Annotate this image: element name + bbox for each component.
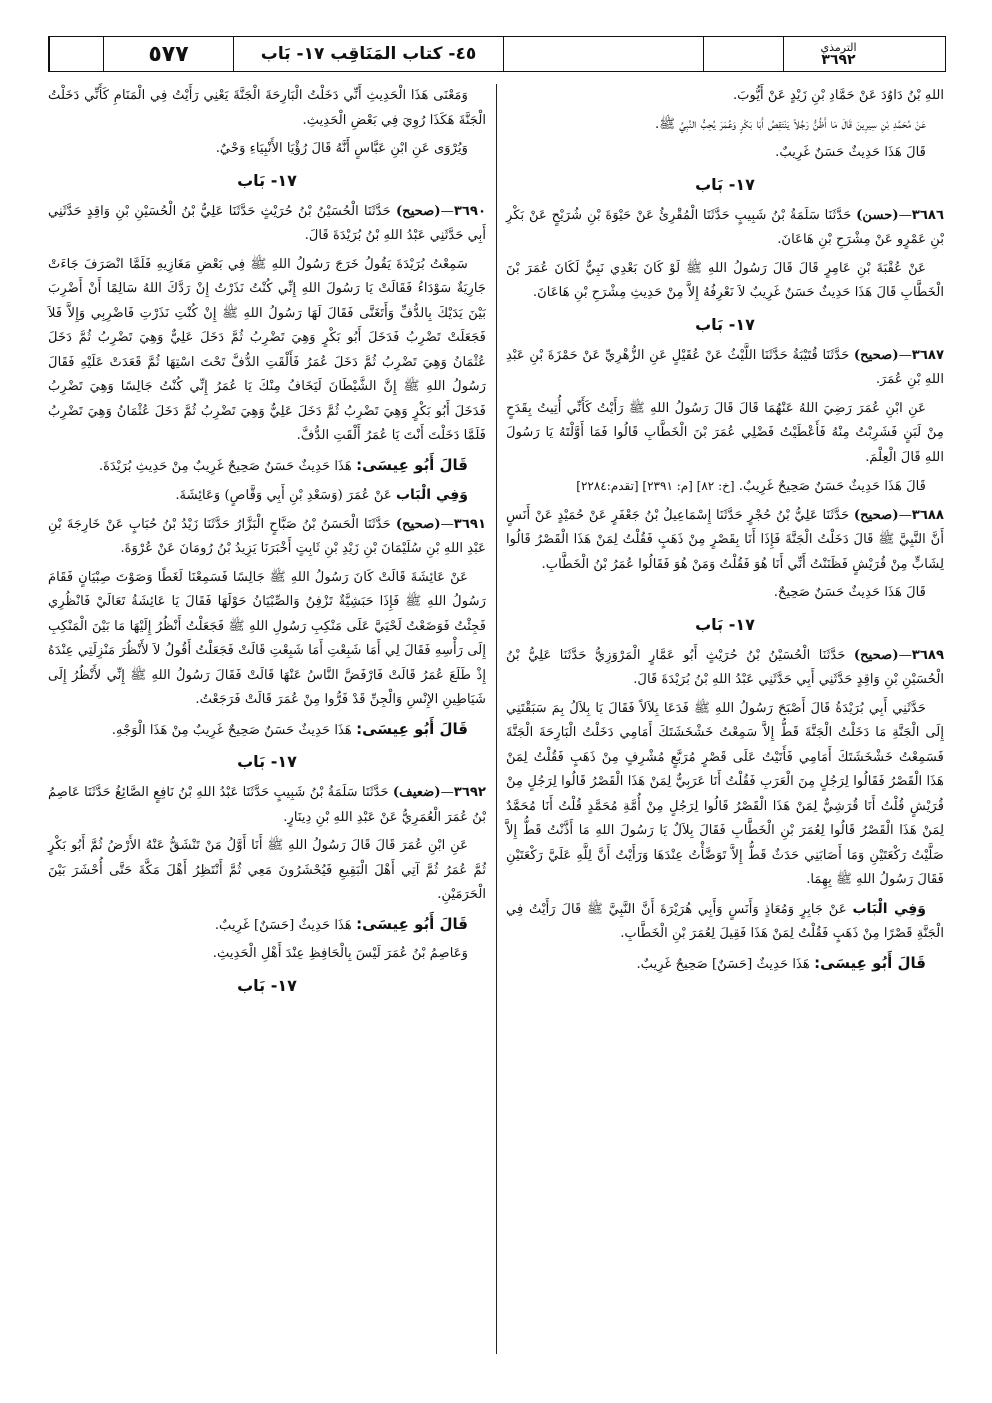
text-paragraph: وَمَعْنَى هَذَا الْحَدِيثِ أَنِّي دَخَلْتُ الْبَارِحَةَ الْجَنَّةَ يَعْنِي رَأَيْتُ فِي الْمَنَامِ كَأَنِّي دَخَلْتُ الْجَنَّةَ هَكَذَا رُوِيَ فِي بَعْضِ الْحَدِيثِ. (48, 88, 486, 128)
header-cell-empty (503, 37, 703, 71)
grade-statement: قَالَ هَذَا حَدِيثٌ حَسَنٌ صَحِيحٌ. (773, 585, 926, 600)
chapter-heading: ١٧- بَاب (695, 174, 755, 194)
grade-statement (506, 951, 944, 978)
header-cell-empty (49, 37, 103, 71)
header-cell-empty (703, 37, 783, 71)
grade-text: هَذَا حَدِيثٌ [حَسَنٌ] غَرِيبٌ. (214, 917, 352, 933)
wafi-label: وَفِي الْبَاب (852, 900, 926, 917)
header-hadith-number: ٣٦٩٢ (821, 52, 856, 68)
hadith-isnad: حَدَّثَنَا قُتَيْبَةُ حَدَّثَنَا اللَّيْثُ عَنْ عُقَيْلٍ عَنِ الزُّهْرِيِّ عَنْ حَمْزَةَ بْنِ عَبْدِ اللهِ بْنِ عُمَرَ. (506, 347, 944, 387)
hadith-isnad: حَدَّثَنَا سَلَمَةُ بْنُ شَبِيبٍ حَدَّثَنَا عَبْدُ اللهِ بْنُ نَافِعٍ الصَّائِغُ حَدَّثَنَا عَاصِمُ بْنُ عُمَرَ الْعُمَرِيُّ عَنْ عَبْدِ اللهِ بْنِ دِينَارٍ. (48, 785, 486, 825)
hadith-matn: عَنِ ابْنِ عُمَرَ قَالَ قَالَ رَسُولُ اللهِ ﷺ أَنَا أَوَّلُ مَنْ تَنْشَقُّ عَنْهُ الأَرْضُ ثُمَّ أَبُو بَكْرٍ ثُمَّ عُمَرُ ثُمَّ آتِي أَهْلَ الْبَقِيعِ فَيُحْشَرُونَ مَعِي ثُمَّ أَنْتَظِرُ أَهْلَ مَكَّةَ حَتَّى أُحْشَرَ بَيْنَ الْحَرَمَيْنِ. (48, 838, 486, 902)
collection-label (783, 37, 893, 71)
cross-references: [خ: ٨٢] [م: ٢٣٩١] [تقدم:٢٢٨٤] (576, 479, 735, 493)
chapter-heading: ١٧- بَاب (237, 170, 297, 190)
header-cell-empty (893, 37, 945, 71)
hadith-isnad: حَدَّثَنَا عَلِيُّ بْنُ حُجْرٍ حَدَّثَنَا إِسْمَاعِيلُ بْنُ جَعْفَرٍ عَنْ حُمَيْدٍ عَنْ أَنَسٍ أَنَّ النَّبِيَّ ﷺ قَالَ دَخَلْتُ الْجَنَّةَ فَإِذَا أَنَا بِقَصْرٍ مِنْ ذَهَبٍ فَقُلْتُ لِمَنْ هَذَا الْقَصْرُ قَالُوا لِشَابٍّ مِنْ قُرَيْشٍ فَظَنَنْتُ أَنِّي أَنَا هُوَ فَقُلْتُ وَمَنْ هُوَ فَقَالُوا عُمَرُ بْنُ الْخَطَّابِ. (506, 507, 944, 572)
hadith-number: ٣٦٨٦ (911, 207, 944, 223)
hadith-number: ٣٦٨٩ (911, 647, 944, 663)
page-header (48, 36, 946, 72)
wafi-text: عَنْ جَابِرٍ وَمُعَاذٍ وَأَنَسٍ وَأَبِي هُرَيْرَةَ أَنَّ النَّبِيَّ ﷺ قَالَ رَأَيْتُ فِي الْجَنَّةِ قَصْرًا مِنْ ذَهَبٍ فَقُلْتُ لِمَنْ هَذَا فَقِيلَ لِعُمَرَ بْنِ الْخَطَّابِ. (506, 901, 944, 941)
grade-text: هَذَا حَدِيثٌ حَسَنٌ صَحِيحٌ غَرِيبٌ مِنْ حَدِيثِ بُرَيْدَةَ. (98, 458, 352, 474)
grade-statement (48, 717, 486, 744)
text-paragraph: وَعَاصِمُ بْنُ عُمَرَ لَيْسَ بِالْحَافِظِ عِنْدَ أَهْلِ الْحَدِيثِ. (212, 946, 468, 961)
hadith-number: ٣٦٨٧ (911, 347, 944, 363)
hadith-matn: حَدَّثَنِي أَبِي بُرَيْدَةُ قَالَ أَصْبَحَ رَسُولُ اللهِ ﷺ فَدَعَا بِلاَلاً فَقَالَ يَا بِلاَلُ بِمَ سَبَقْتَنِي إِلَى الْجَنَّةِ مَا دَخَلْتُ الْجَنَّةَ قَطُّ إِلاَّ سَمِعْتُ خَشْخَشَتَكَ أَمَامِي دَخَلْتُ الْبَارِحَةَ الْجَنَّةَ فَسَمِعْتُ خَشْخَشَتَكَ أَمَامِي فَأَتَيْتُ عَلَى قَصْرٍ مُرَبَّعٍ مُشْرِفٍ مِنْ ذَهَبٍ فَقُلْتُ لِمَنْ هَذَا الْقَصْرُ فَقَالُوا لِرَجُلٍ مِنَ الْعَرَبِ فَقُلْتُ أَنَا عَرَبِيٌّ لِمَنْ هَذَا الْقَصْرُ قَالُوا لِرَجُلٍ مِنْ قُرَيْشٍ قُلْتُ أَنَا قُرَشِيٌّ لِمَنْ هَذَا الْقَصْرُ قَالُوا لِرَجُلٍ مِنْ أُمَّةِ مُحَمَّدٍ قُلْتُ أَنَا مُحَمَّدٌ لِمَنْ هَذَا الْقَصْرُ قَالُوا لِعُمَرَ بْنِ الْخَطَّابِ فَقَالَ بِلاَلٌ يَا رَسُولَ اللهِ مَا أَذَّنْتُ قَطُّ إِلاَّ صَلَّيْتُ رَكْعَتَيْنِ وَمَا أَصَابَنِي حَدَثٌ قَطُّ إِلاَّ تَوَضَّأْتُ عِنْدَهَا وَرَأَيْتُ أَنَّ لِلَّهِ عَلَيَّ رَكْعَتَيْنِ فَقَالَ رَسُولُ اللهِ ﷺ بِهِمَا. (506, 700, 944, 887)
text-paragraph: وَيُرْوَى عَنِ ابْنِ عَبَّاسٍ أَنَّهُ قَالَ رُؤْيَا الأَنْبِيَاءِ وَحْيٌ. (215, 141, 468, 156)
wafi-text: عَنْ عُمَرَ (وَسَعْدِ بْنِ أَبِي وَقَّاصٍ) وَعَائِشَةَ. (175, 488, 392, 503)
hadith-grade: (صحيح) (395, 203, 441, 219)
hadith-3691: ٣٦٩١—(صحيح) حَدَّثَنَا الْحَسَنُ بْنُ صَبَّاحٍ الْبَزَّارُ حَدَّثَنَا زَيْدُ بْنُ حُبَابٍ عَنْ خَارِجَةَ بْنِ عَبْدِ اللهِ بْنِ سُلَيْمَانَ بْنِ زَيْدِ بْنِ ثَابِتٍ أَخْبَرَنَا يَزِيدُ بْنُ رُومَانَ عَنْ عُرْوَةَ. (48, 516, 486, 556)
hadith-number: ٣٦٨٨ (911, 507, 944, 523)
chapter-heading: ١٧- بَاب (237, 975, 297, 995)
hadith-matn: سَمِعْتُ بُرَيْدَةَ يَقُولُ خَرَجَ رَسُولُ اللهِ ﷺ فِي بَعْضِ مَغَازِيهِ فَلَمَّا انْصَرَفَ جَاءَتْ جَارِيَةٌ سَوْدَاءُ فَقَالَتْ يَا رَسُولَ اللهِ إِنِّي كُنْتُ نَذَرْتُ إِنْ رَدَّكَ اللهُ سَالِمًا أَنْ أَضْرِبَ بَيْنَ يَدَيْكَ بِالدُّفِّ وَأَتَغَنَّى فَقَالَ لَهَا رَسُولُ اللهِ ﷺ إِنْ كُنْتِ نَذَرْتِ فَاضْرِبِي وَإِلاَّ فَلاَ فَجَعَلَتْ تَضْرِبُ فَدَخَلَ أَبُو بَكْرٍ وَهِيَ تَضْرِبُ ثُمَّ دَخَلَ عَلِيٌّ وَهِيَ تَضْرِبُ ثُمَّ دَخَلَ عُثْمَانُ وَهِيَ تَضْرِبُ ثُمَّ دَخَلَ عُمَرُ فَأَلْقَتِ الدُّفَّ تَحْتَ اسْتِهَا ثُمَّ قَعَدَتْ عَلَيْهِ فَقَالَ رَسُولُ اللهِ ﷺ إِنَّ الشَّيْطَانَ لَيَخَافُ مِنْكَ يَا عُمَرُ إِنِّي كُنْتُ جَالِسًا وَهِيَ تَضْرِبُ فَدَخَلَ أَبُو بَكْرٍ وَهِيَ تَضْرِبُ ثُمَّ دَخَلَ عَلِيٌّ وَهِيَ تَضْرِبُ ثُمَّ دَخَلَ عُثْمَانُ وَهِيَ تَضْرِبُ فَلَمَّا دَخَلْتَ أَنْتَ يَا عُمَرُ أَلْقَتِ الدُّفَّ. (48, 256, 486, 443)
hadith-matn: عَنْ عُقْبَةَ بْنِ عَامِرٍ قَالَ قَالَ رَسُولُ اللهِ ﷺ لَوْ كَانَ بَعْدِي نَبِيٌّ لَكَانَ عُمَرَ بْنَ الْخَطَّابِ قَالَ هَذَا حَدِيثٌ حَسَنٌ غَرِيبٌ لاَ نَعْرِفُهُ إِلاَّ مِنْ حَدِيثِ مِشْرَحِ بْنِ هَاعَانَ. (506, 260, 944, 300)
hadith-isnad: حَدَّثَنَا سَلَمَةُ بْنُ شَبِيبٍ حَدَّثَنَا الْمُقْرِئُ عَنْ حَيْوَةَ بْنِ شُرَيْحٍ عَنْ بَكْرِ بْنِ عَمْرٍو عَنْ مِشْرَحِ بْنِ هَاعَانَ. (506, 207, 944, 247)
grade-text: هَذَا حَدِيثٌ [حَسَنٌ] صَحِيحٌ غَرِيبٌ. (636, 956, 810, 972)
hadith-number: ٣٦٩٠ (453, 203, 487, 219)
grade-text: هَذَا حَدِيثٌ حَسَنٌ صَحِيحٌ غَرِيبٌ مِنْ هَذَا الْوَجْهِ. (111, 722, 352, 738)
abu-isa-label: قَالَ أَبُو عِيسَى: (356, 914, 468, 933)
book-page (28, 32, 964, 1372)
grade-statement (506, 474, 944, 500)
hadith-3686: ٣٦٨٦—(حسن) حَدَّثَنَا سَلَمَةُ بْنُ شَبِيبٍ حَدَّثَنَا الْمُقْرِئُ عَنْ حَيْوَةَ بْنِ شُرَيْحٍ عَنْ بَكْرِ بْنِ عَمْرٍو عَنْ مِشْرَحِ بْنِ هَاعَانَ. (506, 207, 944, 247)
chapter-heading: ١٧- بَاب (237, 752, 297, 771)
abu-isa-label: قَالَ أَبُو عِيسَى: (814, 953, 926, 972)
right-column (506, 84, 944, 981)
hadith-grade: (صحيح) (853, 347, 899, 363)
hadith-number: ٣٦٩٢ (453, 785, 486, 800)
page-number: ٥٧٧ (103, 37, 233, 71)
column-divider (496, 84, 497, 1354)
grade-statement: قَالَ هَذَا حَدِيثٌ حَسَنٌ غَرِيبٌ. (775, 145, 926, 160)
hadith-isnad: حَدَّثَنَا الْحُسَيْنُ بْنُ حُرَيْثٍ أَبُو عَمَّارٍ الْمَرْوَزِيُّ حَدَّثَنَا عَلِيُّ بْنُ الْحُسَيْنِ بْنِ وَاقِدٍ حَدَّثَنِي أَبِي حَدَّثَنِي عَبْدُ اللهِ بْنُ بُرَيْدَةَ قَالَ. (506, 647, 944, 687)
left-column (48, 84, 486, 1005)
text-paragraph: اللهِ بْنُ دَاوُدَ عَنْ حَمَّادِ بْنِ زَيْدٍ عَنْ أَيُّوبَ. (732, 88, 944, 103)
collection-name: الترمذي (820, 41, 857, 54)
hadith-number: ٣٦٩١ (453, 516, 486, 532)
grade-text: قَالَ هَذَا حَدِيثٌ حَسَنٌ صَحِيحٌ غَرِيبٌ. (738, 479, 926, 494)
hadith-isnad: حَدَّثَنَا الْحُسَيْنُ بْنُ حُرَيْثٍ حَدَّثَنَا عَلِيُّ بْنُ الْحُسَيْنِ بْنِ وَاقِدٍ حَدَّثَنِي أَبِي حَدَّثَنِي عَبْدُ اللهِ بْنُ بُرَيْدَةَ قَالَ. (48, 203, 486, 243)
chapter-heading: ١٧- بَاب (695, 314, 755, 334)
hadith-grade: (صحيح) (853, 507, 899, 523)
hadith-matn: عَنْ عَائِشَةَ قَالَتْ كَانَ رَسُولُ اللهِ ﷺ جَالِسًا فَسَمِعْنَا لَغَطًا وَصَوْتَ صِبْيَانٍ فَقَامَ رَسُولُ اللهِ ﷺ فَإِذَا حَبَشِيَّةٌ تَزْفِنُ وَالصِّبْيَانُ حَوْلَهَا فَقَالَ يَا عَائِشَةُ تَعَالَيْ فَانْظُرِي فَجِئْتُ فَوَضَعْتُ لَحْيَيَّ عَلَى مَنْكِبِ رَسُولِ اللهِ ﷺ فَجَعَلْتُ أَنْظُرُ إِلَيْهَا مَا بَيْنَ الْمَنْكِبِ إِلَى رَأْسِهِ فَقَالَ لِي أَمَا شَبِعْتِ أَمَا شَبِعْتِ قَالَتْ فَجَعَلْتُ أَقُولُ لاَ لأَنْظُرَ مَنْزِلَتِي عِنْدَهُ إِذْ طَلَعَ عُمَرُ قَالَتْ فَارْفَضَّ النَّاسُ عَنْهَا قَالَتْ فَقَالَ رَسُولُ اللهِ ﷺ إِنِّي لأَنْظُرُ إِلَى شَيَاطِينِ الإِنْسِ وَالْجِنِّ قَدْ فَرُّوا مِنْ عُمَرَ قَالَتْ فَرَجَعْتُ. (48, 569, 486, 707)
hadith-grade: (صحيح) (853, 647, 899, 663)
grade-statement (48, 912, 486, 939)
abu-isa-label: قَالَ أَبُو عِيسَى: (356, 455, 468, 474)
wafi-al-bab (506, 897, 944, 947)
wafi-al-bab (48, 483, 486, 509)
hadith-grade: (حسن) (856, 207, 899, 223)
hadith-3689: ٣٦٨٩—(صحيح) حَدَّثَنَا الْحُسَيْنُ بْنُ حُرَيْثٍ أَبُو عَمَّارٍ الْمَرْوَزِيُّ حَدَّثَنَا عَلِيُّ بْنُ الْحُسَيْنِ بْنِ وَاقِدٍ حَدَّثَنِي أَبِي حَدَّثَنِي عَبْدُ اللهِ بْنُ بُرَيْدَةَ قَالَ. (506, 647, 944, 687)
text-paragraph: عَنْ مُحَمَّدِ بْنِ سِيرِينَ قَالَ مَا أَظُنُّ رَجُلاً يَنْتَقِصُ أَبَا بَكْرٍ وَعُمَرَ يُحِبُّ النَّبِيَّ ﷺ. (654, 116, 926, 132)
book-title: ٤٥- كتاب المَنَاقِب ١٧- بَاب (233, 37, 503, 71)
hadith-isnad: حَدَّثَنَا الْحَسَنُ بْنُ صَبَّاحٍ الْبَزَّارُ حَدَّثَنَا زَيْدُ بْنُ حُبَابٍ عَنْ خَارِجَةَ بْنِ عَبْدِ اللهِ بْنِ سُلَيْمَانَ بْنِ زَيْدِ بْنِ ثَابِتٍ أَخْبَرَنَا يَزِيدُ بْنُ رُومَانَ عَنْ عُرْوَةَ. (48, 516, 486, 556)
grade-statement (48, 453, 486, 480)
hadith-3688: ٣٦٨٨—(صحيح) حَدَّثَنَا عَلِيُّ بْنُ حُجْرٍ حَدَّثَنَا إِسْمَاعِيلُ بْنُ جَعْفَرٍ عَنْ حُمَيْدٍ عَنْ أَنَسٍ أَنَّ النَّبِيَّ ﷺ قَالَ دَخَلْتُ الْجَنَّةَ فَإِذَا أَنَا بِقَصْرٍ مِنْ ذَهَبٍ فَقُلْتُ لِمَنْ هَذَا الْقَصْرُ قَالُوا لِشَابٍّ مِنْ قُرَيْشٍ فَظَنَنْتُ أَنِّي أَنَا هُوَ فَقُلْتُ وَمَنْ هُوَ فَقَالُوا عُمَرُ بْنُ الْخَطَّابِ. (506, 507, 944, 572)
hadith-3692: ٣٦٩٢—(ضعيف) حَدَّثَنَا سَلَمَةُ بْنُ شَبِيبٍ حَدَّثَنَا عَبْدُ اللهِ بْنُ نَافِعٍ الصَّائِغُ حَدَّثَنَا عَاصِمُ بْنُ عُمَرَ الْعُمَرِيُّ عَنْ عَبْدِ اللهِ بْنِ دِينَارٍ. (48, 785, 486, 825)
hadith-matn: عَنِ ابْنِ عُمَرَ رَضِيَ اللهُ عَنْهُمَا قَالَ قَالَ رَسُولُ اللهِ ﷺ رَأَيْتُ كَأَنِّي أُتِيتُ بِقَدَحٍ مِنْ لَبَنٍ فَشَرِبْتُ مِنْهُ فَأَعْطَيْتُ فَضْلِي عُمَرَ بْنَ الْخَطَّابِ قَالُوا فَمَا أَوَّلْتَهُ يَا رَسُولَ اللهِ قَالَ الْعِلْمَ. (506, 400, 944, 465)
chapter-heading: ١٧- بَاب (695, 614, 755, 634)
hadith-grade: (ضعيف) (392, 785, 441, 800)
wafi-label: وَفِي الْبَاب (395, 487, 468, 503)
hadith-3687: ٣٦٨٧—(صحيح) حَدَّثَنَا قُتَيْبَةُ حَدَّثَنَا اللَّيْثُ عَنْ عُقَيْلٍ عَنِ الزُّهْرِيِّ عَنْ حَمْزَةَ بْنِ عَبْدِ اللهِ بْنِ عُمَرَ. (506, 347, 944, 387)
hadith-grade: (صحيح) (395, 516, 441, 532)
hadith-3690: ٣٦٩٠—(صحيح) حَدَّثَنَا الْحُسَيْنُ بْنُ حُرَيْثٍ حَدَّثَنَا عَلِيُّ بْنُ الْحُسَيْنِ بْنِ وَاقِدٍ حَدَّثَنِي أَبِي حَدَّثَنِي عَبْدُ اللهِ بْنُ بُرَيْدَةَ قَالَ. (48, 203, 487, 243)
abu-isa-label: قَالَ أَبُو عِيسَى: (356, 719, 468, 738)
